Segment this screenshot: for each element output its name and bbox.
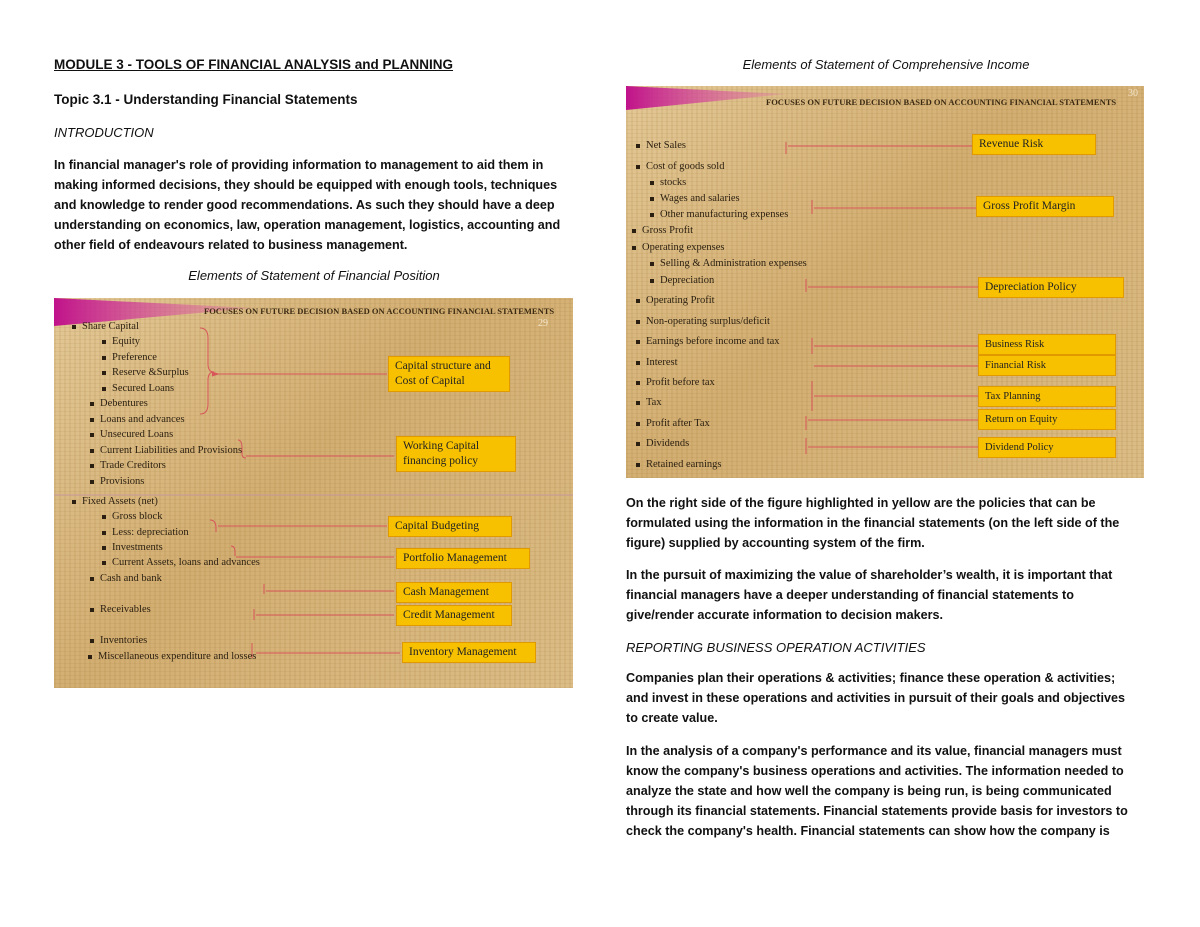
- policy-box: Tax Planning: [978, 386, 1116, 407]
- paragraph-line: On the right side of the figure highlighted in yellow are the policies that can be: [626, 496, 1096, 510]
- paragraph-line: analyze the state and how well the company is being run, is being communicated: [626, 784, 1112, 798]
- paragraph-policies: [626, 493, 1166, 553]
- intro-line: In financial manager's role of providing information to management to aid them in: [54, 158, 544, 172]
- slide-item: Reserve &Surplus: [102, 367, 189, 378]
- paragraph-line: through its financial statements. Financial statements provide basis for investors to: [626, 804, 1128, 818]
- paragraph-line: and invest in these operations and activities in pursuit of their goals and objectives: [626, 691, 1125, 705]
- slide-item: Trade Creditors: [90, 460, 166, 471]
- slide-item: Fixed Assets (net): [72, 496, 158, 507]
- slide-item: Depreciation: [650, 275, 714, 286]
- slide-item: Receivables: [90, 604, 151, 615]
- intro-line: and knowledge to render good recommendations. As such they should have a deep: [54, 198, 555, 212]
- slide-item: Current Liabilities and Provisions: [90, 445, 242, 456]
- slide-item: Investments: [102, 542, 163, 553]
- policy-box: Portfolio Management: [396, 548, 530, 569]
- slide-item: Operating Profit: [636, 295, 715, 306]
- paragraph-analysis: [626, 741, 1166, 841]
- paragraph-line: to create value.: [626, 711, 718, 725]
- slide-item: Current Assets, loans and advances: [102, 557, 260, 568]
- paragraph-line: figure) supplied by accounting system of the firm.: [626, 536, 925, 550]
- paragraph-line: In the pursuit of maximizing the value of shareholder’s wealth, it is important that: [626, 568, 1113, 582]
- financial-position-slide: [54, 298, 573, 688]
- paragraph-line: financial managers have a deeper understanding of financial statements to: [626, 588, 1074, 602]
- slide-item: Retained earnings: [636, 459, 722, 470]
- policy-box: Financial Risk: [978, 355, 1116, 376]
- policy-box: Return on Equity: [978, 409, 1116, 430]
- paragraph-line: know the company's business operations and activities. The information needed to: [626, 764, 1124, 778]
- slide-item: Profit before tax: [636, 377, 715, 388]
- figure-caption-comprehensive-income: Elements of Statement of Comprehensive Income: [742, 57, 1030, 72]
- slide-item: Operating expenses: [632, 242, 725, 253]
- policy-box: Dividend Policy: [978, 437, 1116, 458]
- slide-item: Selling & Administration expenses: [650, 258, 807, 269]
- paragraph-shareholder-wealth: [626, 565, 1166, 625]
- slide-item: Unsecured Loans: [90, 429, 173, 440]
- slide-item: Net Sales: [636, 140, 686, 151]
- slide-item: Gross block: [102, 511, 162, 522]
- slide-item: Less: depreciation: [102, 527, 189, 538]
- slide-item: Debentures: [90, 398, 148, 409]
- slide-item: Provisions: [90, 476, 144, 487]
- slide-page-number: 30: [1128, 88, 1138, 99]
- slide-item: Wages and salaries: [650, 193, 740, 204]
- paragraph-operations: [626, 668, 1166, 728]
- slide-item: Interest: [636, 357, 678, 368]
- slide-item: Inventories: [90, 635, 147, 646]
- policy-box: Working Capital financing policy: [396, 436, 516, 472]
- policy-box: Business Risk: [978, 334, 1116, 355]
- figure-caption-financial-position: Elements of Statement of Financial Position: [188, 268, 440, 283]
- section-heading-reporting: REPORTING BUSINESS OPERATION ACTIVITIES: [626, 640, 926, 655]
- slide-item: Other manufacturing expenses: [650, 209, 788, 220]
- intro-line: making informed decisions, they should be equipped with enough tools, techniques: [54, 178, 558, 192]
- slide-item: Equity: [102, 336, 140, 347]
- slide-item: Non-operating surplus/deficit: [636, 316, 770, 327]
- slide-item: Dividends: [636, 438, 689, 449]
- policy-box: Capital structure and Cost of Capital: [388, 356, 510, 392]
- intro-line: understanding on economics, law, operation management, logistics, accounting and: [54, 218, 561, 232]
- intro-heading: INTRODUCTION: [54, 125, 154, 140]
- topic-heading: Topic 3.1 - Understanding Financial Statements: [54, 92, 358, 107]
- policy-box: Credit Management: [396, 605, 512, 626]
- slide-item: Cost of goods sold: [636, 161, 724, 172]
- policy-box: Depreciation Policy: [978, 277, 1124, 298]
- slide-item: Earnings before income and tax: [636, 336, 780, 347]
- intro-paragraph: [54, 155, 584, 255]
- slide-item: Miscellaneous expenditure and losses: [88, 651, 256, 662]
- slide-item: Secured Loans: [102, 383, 174, 394]
- policy-box: Capital Budgeting: [388, 516, 512, 537]
- paragraph-line: formulated using the information in the financial statements (on the left side of the: [626, 516, 1120, 530]
- slide-item: Share Capital: [72, 321, 139, 332]
- slide-item: Preference: [102, 352, 157, 363]
- paragraph-line: give/render accurate information to decision makers.: [626, 608, 944, 622]
- intro-line: other field of endeavours related to business management.: [54, 238, 408, 252]
- slide-item: Profit after Tax: [636, 418, 710, 429]
- paragraph-line: Companies plan their operations & activities; finance these operation & activities;: [626, 671, 1116, 685]
- policy-box: Inventory Management: [402, 642, 536, 663]
- slide-item: Loans and advances: [90, 414, 185, 425]
- slide-title: FOCUSES ON FUTURE DECISION BASED ON ACCOUNTING FINANCIAL STATEMENTS: [766, 97, 1117, 107]
- slide-item: Gross Profit: [632, 225, 693, 236]
- slide-page-number: 29: [538, 318, 548, 329]
- slide-item: Cash and bank: [90, 573, 162, 584]
- slide-item: Tax: [636, 397, 662, 408]
- policy-box: Revenue Risk: [972, 134, 1096, 155]
- policy-box: Gross Profit Margin: [976, 196, 1114, 217]
- paragraph-line: check the company's health. Financial statements can show how the company is: [626, 824, 1110, 838]
- slide-title: FOCUSES ON FUTURE DECISION BASED ON ACCOUNTING FINANCIAL STATEMENTS: [204, 306, 555, 316]
- policy-box: Cash Management: [396, 582, 512, 603]
- comprehensive-income-slide: [626, 86, 1144, 478]
- paragraph-line: In the analysis of a company's performance and its value, financial managers must: [626, 744, 1122, 758]
- slide-item: stocks: [650, 177, 686, 188]
- module-title: MODULE 3 - TOOLS OF FINANCIAL ANALYSIS and PLANNING: [54, 57, 454, 72]
